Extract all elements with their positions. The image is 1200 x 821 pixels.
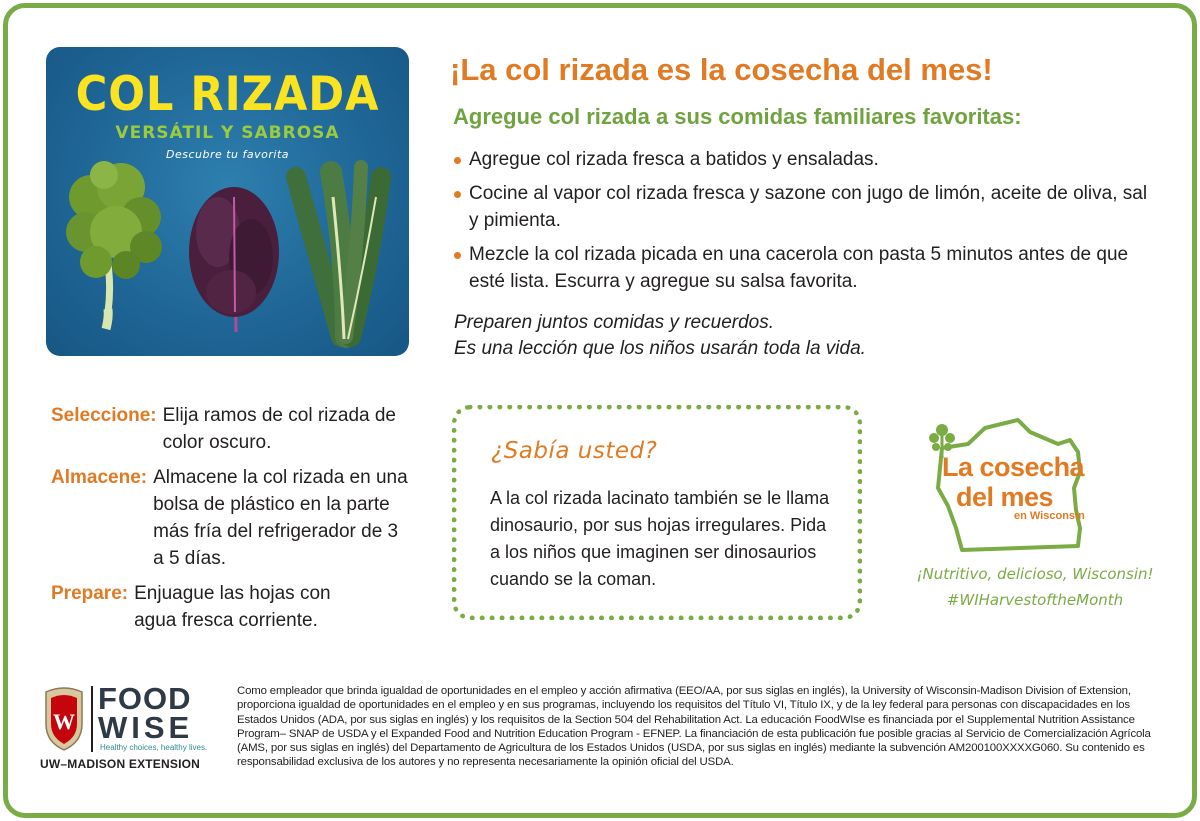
harvest-of-the-month-logo [890,410,1180,620]
did-you-know-text: A la col rizada lacinato también se le llama dinosaurio, por sus hojas irregulares. Pida a los niños que imaginen ser dinosaurios cuando se la coman. [490,488,830,589]
care-item-select [51,402,401,456]
did-you-know-title: ¿Sabía usted? [491,438,658,464]
slogan-line: Preparen juntos comidas y recuerdos. [454,312,774,333]
foodwise-logo-food: FOOD [98,681,192,716]
care-text: Elija ramos de col rizada de color oscuro. [162,405,396,453]
uw-extension-label: UW–MADISON EXTENSION [40,757,201,771]
uw-crest-icon [42,686,86,752]
harvest-hashtag: #WIHarvestoftheMonth [946,591,1124,609]
tip-text: Mezcle la col rizada picada en una cacerola con pasta 5 minutos antes de que esté lista. Escurra y agregue su salsa favorita. [469,244,1129,292]
care-text: Enjuague las hojas con agua fresca corriente. [134,583,331,631]
care-label: Almacene: [51,467,148,488]
tips-list [454,146,1154,302]
bullet-icon [454,191,461,198]
family-slogan [454,310,1154,362]
hero-tagline: Descubre tu favorita [165,148,290,161]
harvest-logo-line3: en Wisconsin [1014,510,1085,522]
harvest-logo-line1: La cosecha [942,452,1085,482]
care-item-prepare [51,580,371,634]
hero-title: COL RIZADA [75,67,380,122]
care-item-store [51,464,411,572]
care-label: Seleccione: [51,405,157,426]
bullet-icon [454,252,461,259]
harvest-slogan: ¡Nutritivo, delicioso, Wisconsin! [916,565,1154,583]
bullet-icon [454,157,461,164]
page-title: ¡La col rizada es la cosecha del mes! [450,52,993,87]
harvest-logo-line2: del mes [956,482,1054,512]
tip-text: Cocine al vapor col rizada fresca y sazone con jugo de limón, aceite de oliva, sal y pimienta. [469,183,1148,231]
list-item [454,241,1154,295]
lacinato-kale-icon [296,167,381,339]
crest-letter: W [53,709,75,734]
list-item [454,180,1154,234]
tip-text: Agregue col rizada fresca a batidos y ensaladas. [469,149,879,170]
curly-kale-icon [66,161,162,329]
foodwise-tagline: Healthy choices, healthy lives. [100,743,208,752]
legal-disclaimer: Como empleador que brinda igualdad de oportunidades en el empleo y acción afirmativa (EEO/AA, por sus siglas en inglés), la University of Wisconsin-Madison Division of Extension, proporciona igualdad de oportunidades en el empleo y en sus programas, incluyendo los requisitos del Título VI, Título IX, y de la ley federal para personas con discapacidades en los Estados Unidos (ADA, por sus siglas en inglés) y los requisitos de la Section 504 del Rehabilitation Act. La educación FoodWIse es financiada por el Supplemental Nutrition Assistance Program– SNAP de USDA y el Expanded Food and Nutrition Education Program - EFNEP. La financiación de esta publicación fue posible gracias al Servicio de Comercialización Agrícola (AMS, por sus siglas en inglés) del Departamento de Agricultura de los Estados Unidos (USDA, por sus siglas en inglés) mediante la subvención AM200100XXXXG060. Su contenido es responsabilidad exclusiva de los autores y no representa necesariamente la opinión oficial del USDA. [237,685,1151,769]
section-subtitle: Agregue col rizada a sus comidas familiares favoritas: [453,104,1022,129]
red-kale-icon [189,187,279,332]
did-you-know-box [452,405,862,620]
care-text: Almacene la col rizada en una bolsa de plástico en la parte más fría del refrigerador de 3 a 5 días. [153,467,408,569]
care-instructions [51,402,421,642]
list-item [454,146,1154,173]
logo-divider [91,686,93,752]
slogan-line: Es una lección que los niños usarán toda la vida. [454,338,866,359]
care-label: Prepare: [51,583,129,604]
foodwise-logo-wise: WISE [98,710,194,745]
hero-subtitle: VERSÁTIL Y SABROSA [115,123,340,143]
kale-hero-image [46,47,409,356]
